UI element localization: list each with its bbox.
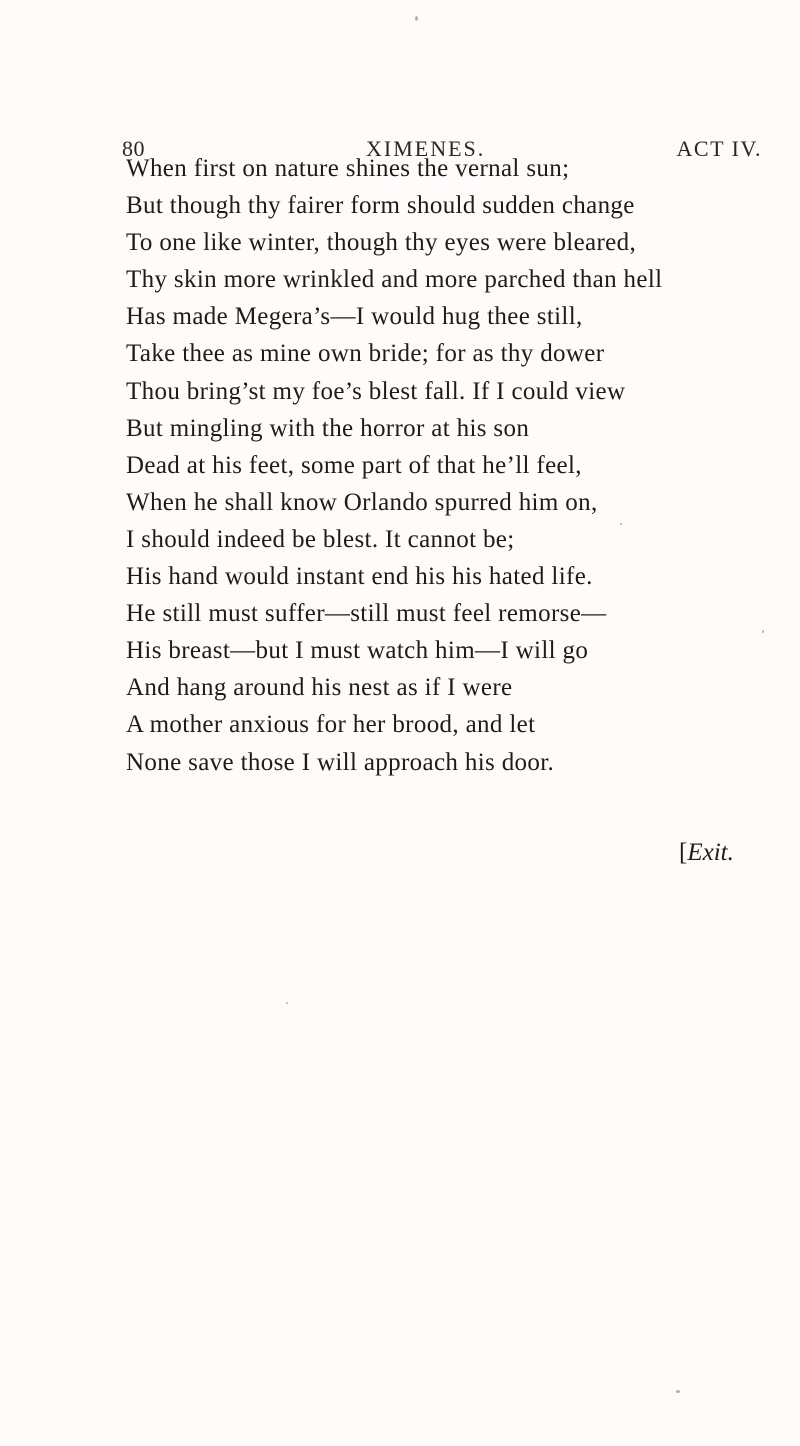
verse-line: None save those I will approach his door. bbox=[126, 748, 555, 776]
verse-line: He still must suffer—still must feel remorse— bbox=[126, 600, 607, 628]
running-title: XIMENES. bbox=[366, 136, 486, 161]
verse-line: I should indeed be blest. It cannot be; bbox=[126, 525, 515, 553]
verse-passage bbox=[126, 150, 766, 781]
paper-speck bbox=[676, 1390, 680, 1393]
verse-line: His breast—but I must watch him—I will go bbox=[126, 637, 589, 665]
paper-speck bbox=[762, 630, 764, 633]
verse-line: Take thee as mine own bride; for as thy dower bbox=[126, 340, 605, 368]
verse-line: And hang around his nest as if I were bbox=[126, 674, 513, 702]
page-number: 80 bbox=[122, 136, 145, 161]
paper-speck bbox=[286, 1002, 288, 1004]
stage-direction-exit bbox=[679, 834, 734, 871]
verse-line: But though thy fairer form should sudden change bbox=[126, 192, 635, 220]
paper-speck bbox=[415, 16, 418, 21]
verse-line: Thy skin more wrinkled and more parched than hell bbox=[126, 266, 663, 294]
verse-line: His hand would instant end his his hated life. bbox=[126, 563, 593, 591]
verse-line: When he shall know Orlando spurred him on, bbox=[126, 488, 598, 516]
paper-speck bbox=[620, 523, 622, 525]
stage-direction-word: Exit. bbox=[687, 839, 734, 866]
verse-line: To one like winter, though thy eyes were bleared, bbox=[126, 229, 637, 257]
verse-line: Has made Megera’s—I would hug thee still, bbox=[126, 303, 583, 331]
verse-line: But mingling with the horror at his son bbox=[126, 414, 530, 442]
verse-line: Thou bring’st my foe’s blest fall. If I could view bbox=[126, 377, 626, 405]
verse-line: When first on nature shines the vernal sun; bbox=[126, 155, 570, 182]
verse-line: Dead at his feet, some part of that he’ll feel, bbox=[126, 451, 582, 479]
stage-direction-bracket: [ bbox=[679, 839, 688, 866]
verse-line: A mother anxious for her brood, and let bbox=[126, 711, 536, 739]
act-label: ACT IV. bbox=[676, 136, 762, 161]
